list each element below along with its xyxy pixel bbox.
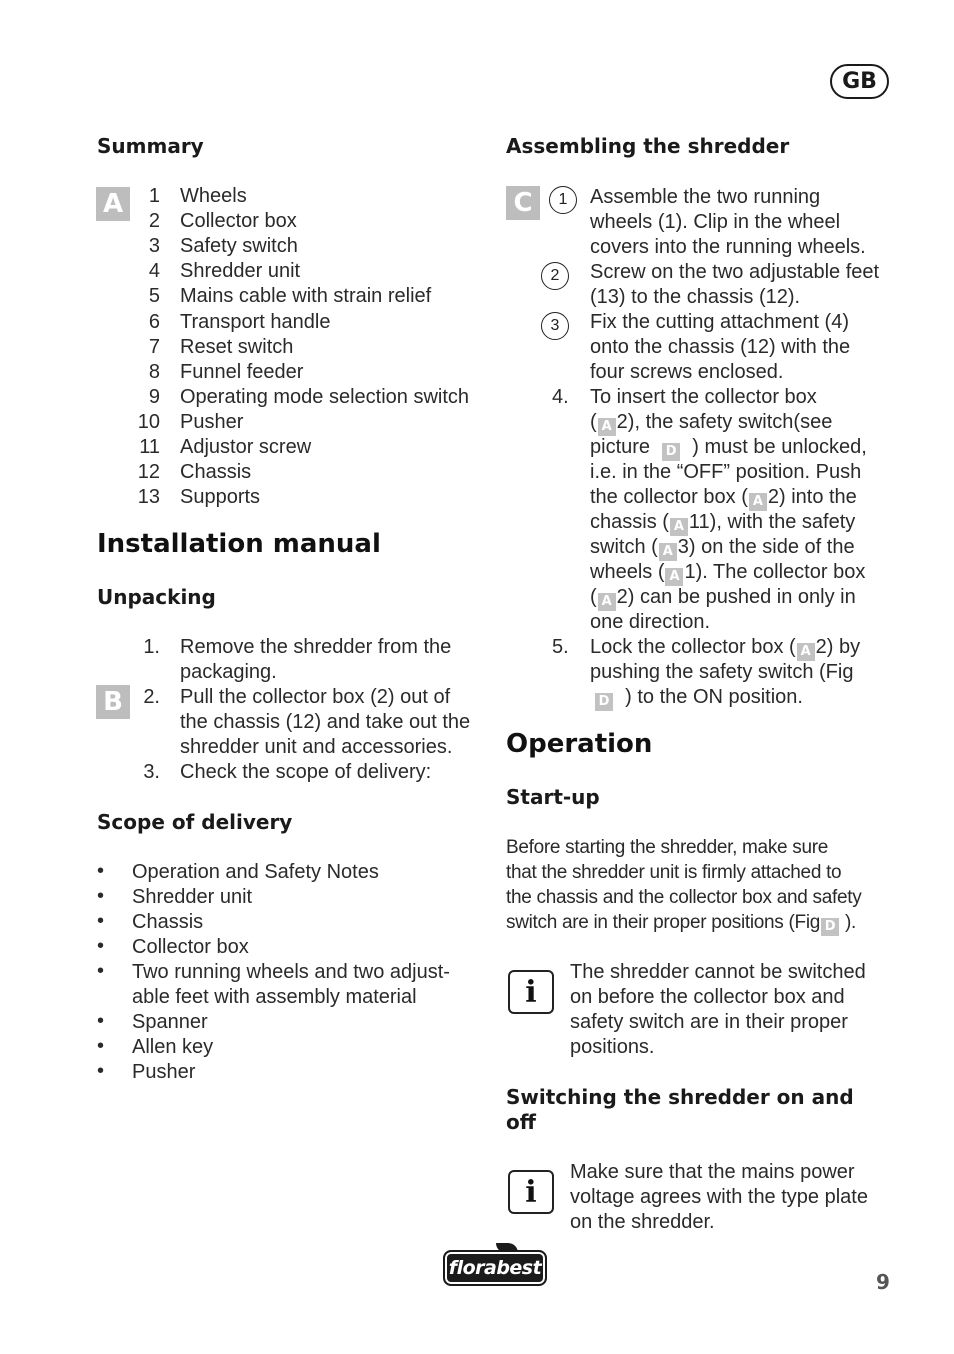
unpack-step-line: the chassis (12) and take out the [180, 711, 471, 733]
assembly-step-line: (13) to the chassis (12). [590, 286, 801, 308]
assembly-step-line: Screw on the two adjustable feet [590, 261, 880, 283]
figure-a-ref: A [749, 493, 767, 511]
info-icon: i [508, 1170, 554, 1214]
summary-item-label: Safety switch [180, 235, 298, 258]
summary-item-label: Shredder unit [180, 260, 301, 283]
figure-a-ref: A [598, 418, 616, 436]
assembly-step-line: wheels (1). Clip in the wheel [590, 211, 841, 233]
figure-a-marker: A [96, 187, 130, 221]
step-2-circle: 2 [541, 262, 569, 290]
unpack-step-line: Remove the shredder from the [180, 636, 452, 658]
unpack-step-number: 3. [143, 761, 160, 783]
summary-item-number: 6 [148, 310, 160, 333]
language-badge: GB [830, 64, 889, 99]
assembly-step-line: ( A 2) can be pushed in only in [590, 586, 856, 609]
summary-item-label: Transport handle [180, 310, 331, 333]
bullet: • [97, 910, 105, 932]
figure-d-ref: D [821, 918, 839, 936]
startup-paragraph-line: Before starting the shredder, make sure [506, 837, 829, 858]
summary-item-label: Funnel feeder [180, 360, 304, 383]
figure-a-ref: A [659, 543, 677, 561]
figure-a-ref: A [665, 568, 683, 586]
note-line: Make sure that the mains power [570, 1161, 855, 1183]
assembly-step-line: i.e. in the “OFF” position. Push [590, 461, 862, 483]
note-line: The shredder cannot be switched [570, 961, 866, 983]
scope-item: Operation and Safety Notes [132, 861, 379, 883]
assembly-step-line: covers into the running wheels. [590, 236, 866, 258]
summary-item-number: 7 [148, 335, 160, 358]
summary-item-number: 9 [148, 385, 160, 408]
note-line: on before the collector box and [570, 986, 845, 1008]
assembly-step-line: chassis ( A 11), with the safety [590, 511, 856, 534]
figure-d-ref: D [595, 693, 613, 711]
assembly-step-line: D ) to the ON position. [594, 685, 803, 711]
scope-item: able feet with assembly material [132, 986, 417, 1008]
assembling-heading: Assembling the shredder [506, 134, 790, 158]
switching-heading-line: Switching the shredder on and [506, 1085, 854, 1109]
operation-heading: Operation [506, 729, 653, 759]
scope-item: Chassis [132, 911, 204, 933]
assembly-step-line: ( A 2), the safety switch(see [590, 411, 833, 434]
summary-item-label: Chassis [180, 461, 252, 484]
summary-item-number: 10 [137, 410, 160, 433]
bullet: • [97, 1010, 105, 1032]
info-icon: i [508, 970, 554, 1014]
note-line: positions. [570, 1036, 655, 1058]
assembly-step-line: switch ( A 3) on the side of the [590, 536, 855, 559]
startup-paragraph-line: the chassis and the collector box and safety [506, 887, 862, 908]
unpacking-heading: Unpacking [97, 585, 216, 609]
startup-paragraph-line: that the shredder unit is firmly attached to [506, 862, 842, 883]
summary-item-label: Wheels [180, 185, 247, 207]
assembly-step-line: one direction. [590, 611, 711, 633]
scope-item: Pusher [132, 1061, 196, 1083]
summary-item-number: 12 [137, 461, 160, 484]
bullet: • [97, 860, 105, 882]
summary-item-label: Reset switch [180, 335, 294, 358]
figure-a-ref: A [797, 643, 815, 661]
switching-heading-line: off [506, 1110, 536, 1134]
unpack-step-number: 2. [143, 686, 160, 708]
bullet: • [97, 935, 105, 957]
summary-item-number: 2 [148, 210, 160, 233]
unpack-step-line: packaging. [180, 661, 277, 683]
unpack-step-number: 1. [143, 636, 160, 658]
bullet: • [97, 960, 105, 982]
scope-heading: Scope of delivery [97, 810, 293, 834]
assembly-step-line: four screws enclosed. [590, 361, 784, 383]
assembly-step-number: 4. [552, 386, 569, 408]
step-3-circle: 3 [541, 312, 569, 340]
note-line: safety switch are in their proper [570, 1011, 848, 1033]
summary-item-label: Collector box [180, 210, 297, 233]
page-number: 9 [876, 1270, 890, 1294]
figure-c-marker: C [506, 186, 540, 220]
unpack-step-line: Check the scope of delivery: [180, 761, 432, 783]
brand-logo: florabest [443, 1250, 547, 1286]
assembly-step-line: the collector box ( A 2) into the [590, 486, 857, 509]
summary-item-label: Adjustor screw [180, 436, 312, 458]
note-line: voltage agrees with the type plate [570, 1186, 868, 1208]
summary-heading: Summary [97, 134, 204, 158]
note-line: on the shredder. [570, 1211, 715, 1233]
scope-item: Shredder unit [132, 886, 253, 908]
summary-item-number: 8 [148, 360, 160, 383]
summary-item-number: 5 [148, 285, 160, 308]
summary-item-number: 13 [137, 486, 160, 509]
summary-item-number: 3 [148, 235, 160, 258]
assembly-step-line: Lock the collector box ( A 2) by [590, 636, 861, 659]
figure-b-marker: B [96, 685, 130, 719]
summary-item-label: Mains cable with strain relief [180, 285, 432, 308]
bullet: • [97, 1060, 105, 1082]
unpack-step-line: Pull the collector box (2) out of [180, 686, 451, 708]
assembly-step-number: 5. [552, 636, 569, 658]
summary-item-number: 4 [148, 260, 160, 283]
summary-item-label: Pusher [180, 410, 244, 433]
assembly-step-line: Assemble the two running [590, 186, 821, 208]
startup-paragraph-line: switch are in their proper positions (Fig D ). [506, 912, 857, 934]
startup-heading: Start-up [506, 785, 600, 809]
figure-a-ref: A [598, 593, 616, 611]
figure-d-ref: D [662, 443, 680, 461]
unpack-step-line: shredder unit and accessories. [180, 736, 453, 758]
scope-item: Spanner [132, 1011, 208, 1033]
scope-item: Allen key [132, 1036, 214, 1058]
step-1-circle: 1 [549, 186, 577, 214]
scope-item: Two running wheels and two adjust- [132, 961, 450, 983]
bullet: • [97, 885, 105, 907]
bullet: • [97, 1035, 105, 1057]
summary-item-number: 11 [139, 436, 160, 458]
figure-a-ref: A [670, 518, 688, 536]
installation-heading: Installation manual [97, 529, 381, 559]
summary-item-label: Operating mode selection switch [180, 385, 470, 408]
assembly-step-line: Fix the cutting attachment (4) [590, 311, 850, 333]
summary-item-label: Supports [180, 486, 261, 509]
scope-item: Collector box [132, 936, 249, 958]
assembly-step-line: picture D ) must be unlocked, [590, 436, 867, 459]
assembly-step-line: pushing the safety switch (Fig [590, 661, 854, 683]
assembly-step-line: wheels ( A 1). The collector box [590, 561, 866, 584]
assembly-step-line: onto the chassis (12) with the [590, 336, 851, 358]
assembly-step-line: To insert the collector box [590, 386, 817, 408]
summary-item-number: 1 [148, 185, 160, 207]
